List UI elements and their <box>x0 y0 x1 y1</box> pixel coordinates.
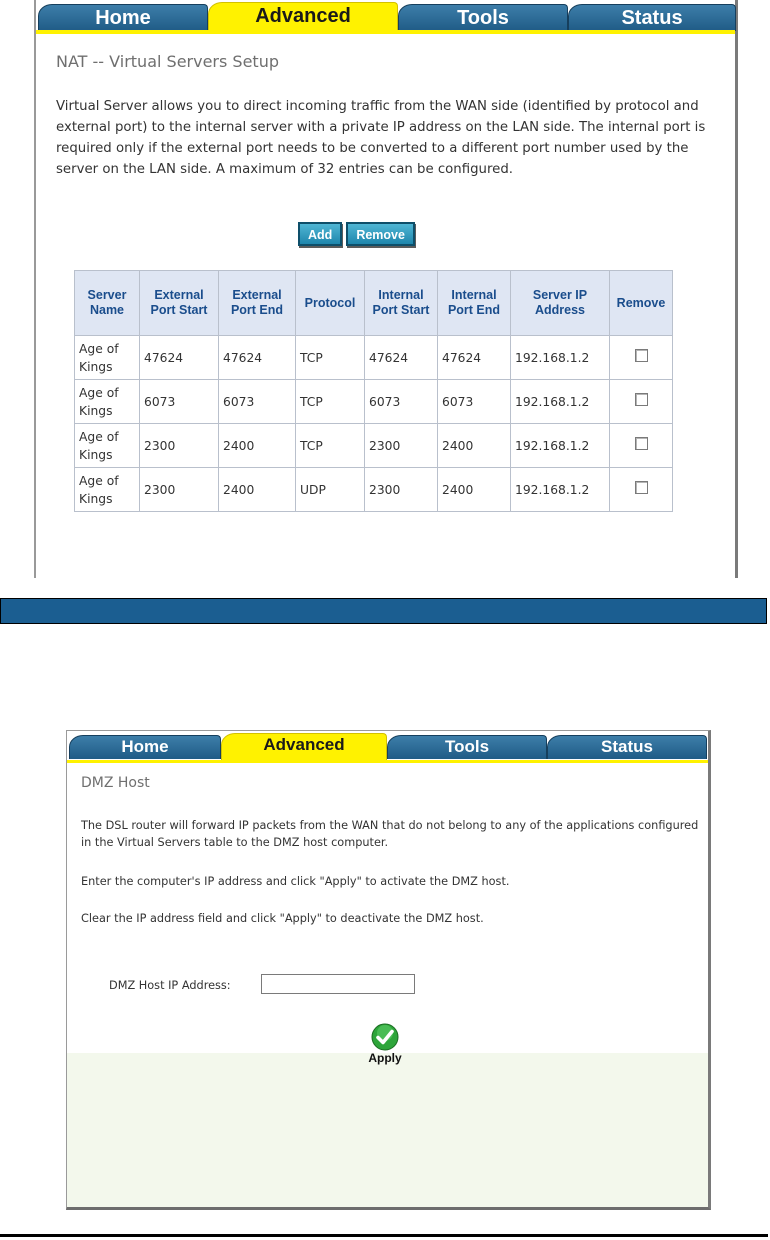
dmz-ip-label: DMZ Host IP Address: <box>109 979 231 992</box>
tab-home[interactable]: Home <box>69 735 221 759</box>
cell-protocol: TCP <box>296 336 365 380</box>
table-row <box>75 468 673 512</box>
cell-protocol: UDP <box>296 468 365 512</box>
cell-int-start: 2300 <box>365 424 438 468</box>
cell-ext-start: 6073 <box>140 380 219 424</box>
tab-advanced[interactable]: Advanced <box>221 733 387 761</box>
cell-server-ip: 192.168.1.2 <box>511 380 610 424</box>
col-external-port-start: External Port Start <box>140 271 219 336</box>
cell-ext-start: 2300 <box>140 424 219 468</box>
dmz-instruction-deactivate: Clear the IP address field and click "Apply" to deactivate the DMZ host. <box>81 912 484 925</box>
cell-ext-start: 2300 <box>140 468 219 512</box>
cell-int-start: 47624 <box>365 336 438 380</box>
cell-server-ip: 192.168.1.2 <box>511 424 610 468</box>
cell-remove <box>610 424 673 468</box>
cell-int-end: 2400 <box>438 424 511 468</box>
remove-button[interactable]: Remove <box>346 222 415 246</box>
cell-remove <box>610 380 673 424</box>
cell-int-end: 47624 <box>438 336 511 380</box>
cell-protocol: TCP <box>296 424 365 468</box>
tab-home[interactable]: Home <box>38 4 208 31</box>
col-external-port-end: External Port End <box>219 271 296 336</box>
table-row <box>75 424 673 468</box>
cell-int-end: 2400 <box>438 468 511 512</box>
tab-status[interactable]: Status <box>547 735 707 759</box>
col-protocol: Protocol <box>296 271 365 336</box>
dmz-ip-input[interactable] <box>261 974 415 994</box>
tab-advanced[interactable]: Advanced <box>208 2 398 33</box>
virtual-servers-panel <box>34 0 738 578</box>
col-internal-port-end: Internal Port End <box>438 271 511 336</box>
cell-server-ip: 192.168.1.2 <box>511 336 610 380</box>
cell-ext-end: 6073 <box>219 380 296 424</box>
dmz-host-panel <box>66 730 711 1210</box>
tab-status[interactable]: Status <box>568 4 736 31</box>
apply-label: Apply <box>368 1051 402 1065</box>
tab-tools[interactable]: Tools <box>387 735 547 759</box>
tab-tools[interactable]: Tools <box>398 4 568 31</box>
cell-server-name: Age of Kings <box>75 380 140 424</box>
dmz-tab-bar <box>67 731 708 763</box>
cell-server-name: Age of Kings <box>75 424 140 468</box>
table-row <box>75 380 673 424</box>
remove-checkbox[interactable] <box>635 437 648 450</box>
page-title: NAT -- Virtual Servers Setup <box>56 52 279 71</box>
col-server-ip: Server IP Address <box>511 271 610 336</box>
cell-ext-end: 2400 <box>219 468 296 512</box>
cell-ext-end: 47624 <box>219 336 296 380</box>
remove-checkbox[interactable] <box>635 393 648 406</box>
cell-remove <box>610 336 673 380</box>
cell-int-end: 6073 <box>438 380 511 424</box>
cell-server-ip: 192.168.1.2 <box>511 468 610 512</box>
dmz-description: The DSL router will forward IP packets from the WAN that do not belong to any of the applications configured in the Virtual Servers table to the DMZ host computer. <box>81 819 699 849</box>
page-title: DMZ Host <box>81 775 150 791</box>
page-description: Virtual Server allows you to direct incoming traffic from the WAN side (identified by protocol and external port) to the internal server with a private IP address on the LAN side. The internal port is required only if the external port needs to be converted to a different port number used by the server on the LAN side. A maximum of 32 entries can be configured. <box>56 99 706 177</box>
remove-checkbox[interactable] <box>635 481 648 494</box>
action-buttons <box>298 222 419 246</box>
checkmark-icon <box>371 1023 399 1051</box>
table-row <box>75 336 673 380</box>
cell-ext-end: 2400 <box>219 424 296 468</box>
cell-int-start: 2300 <box>365 468 438 512</box>
cell-server-name: Age of Kings <box>75 468 140 512</box>
remove-checkbox[interactable] <box>635 349 648 362</box>
cell-protocol: TCP <box>296 380 365 424</box>
cell-int-start: 6073 <box>365 380 438 424</box>
section-divider-bar <box>0 598 767 624</box>
table-header-row <box>75 271 673 336</box>
dmz-body <box>67 763 708 1207</box>
page-bottom-rule <box>0 1234 768 1237</box>
apply-button[interactable] <box>357 1023 413 1065</box>
footer-area <box>67 1053 708 1207</box>
virtual-servers-table <box>74 270 673 512</box>
cell-remove <box>610 468 673 512</box>
col-server-name: Server Name <box>75 271 140 336</box>
main-tab-bar <box>36 0 735 34</box>
cell-server-name: Age of Kings <box>75 336 140 380</box>
col-internal-port-start: Internal Port Start <box>365 271 438 336</box>
cell-ext-start: 47624 <box>140 336 219 380</box>
tab-underline <box>36 30 735 34</box>
add-button[interactable]: Add <box>298 222 342 246</box>
col-remove: Remove <box>610 271 673 336</box>
dmz-instruction-activate: Enter the computer's IP address and click "Apply" to activate the DMZ host. <box>81 875 510 888</box>
